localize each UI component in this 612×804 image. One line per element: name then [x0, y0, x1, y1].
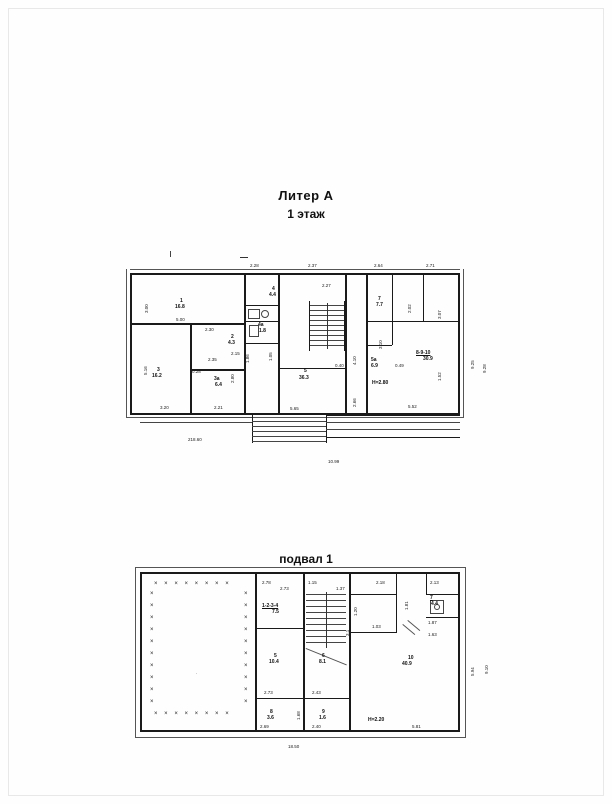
basement-dim-5-81: 5.81 [412, 724, 421, 729]
floor1-dim-3-20: 3.20 [160, 405, 169, 410]
floor1-stair-axis [327, 303, 328, 349]
floor1-room-area-4: 4.4 [269, 292, 276, 298]
floor1-dim-2-35: 2.35 [208, 357, 217, 362]
basement-dim-2-73: 2.73 [280, 586, 289, 591]
basement-hatch-col: × [244, 663, 251, 669]
floor1-terrace-top [326, 415, 460, 416]
basement-hatch-col: × [244, 651, 251, 657]
basement-dim-2-18: 2.18 [376, 580, 385, 585]
basement-dim-1-37: 1.37 [336, 586, 345, 591]
floor1-dim-2-21: 2.21 [214, 405, 223, 410]
floor1-terrace-bottom [326, 437, 460, 438]
floor1-room-area-4a: 1.8 [259, 328, 266, 334]
basement-dim-1-03: 1.03 [372, 624, 381, 629]
floor1-room-area-3a: 6.4 [215, 382, 222, 388]
basement-outline-left [135, 567, 136, 738]
floor1-dim-4-10: 4.10 [352, 356, 357, 365]
floor1-partition-h6 [366, 321, 460, 322]
floor1-partition-v1 [244, 273, 246, 415]
basement-room-area-7: 4.4 [431, 601, 438, 607]
floor1-room-number-7: 7 [378, 296, 381, 302]
basement-hatch-col: × [150, 699, 157, 705]
floor1-dim-2-71: 2.71 [426, 263, 435, 268]
page-title-floor: 1 этаж [287, 207, 325, 221]
floor1-room-area-3: 16.2 [152, 373, 162, 379]
basement-hatch-col: × [150, 603, 157, 609]
floor1-outer-dim-center: 10.99 [328, 459, 340, 464]
basement-stair-axis [326, 592, 327, 648]
floor1-wall-right [458, 273, 460, 415]
basement-hatch-row: × × × × × × × × [154, 711, 232, 717]
basement-height-note: Н=2.20 [368, 717, 385, 723]
basement-outline-top [135, 567, 466, 568]
basement-dim-2-40: 2.40 [312, 724, 321, 729]
floor1-room-number-4a: 4a [258, 322, 264, 328]
floor1-room-number-3a: 3a [214, 376, 220, 382]
basement-partition-h3 [303, 698, 349, 699]
floor1-room-area-2: 4.3 [228, 340, 235, 346]
floor1-partition-h3 [244, 305, 278, 306]
floor-plan-basement-1 [140, 572, 489, 749]
floor1-dim-3-07: 3.07 [437, 310, 442, 319]
floor1-room-number-2: 2 [231, 334, 234, 340]
floor1-dim-5-52: 5.52 [408, 404, 417, 409]
floor1-room-area-8-9-10: 30.9 [423, 356, 433, 362]
basement-dim-1-87: 1.87 [428, 620, 437, 625]
basement-outer-dim-bottom: 18.50 [288, 744, 300, 749]
basement-hatch-row: × × × × × × × × [154, 581, 232, 587]
floor1-room-number-3: 3 [157, 367, 160, 373]
basement-stair-diagonal [306, 648, 347, 665]
basement-partition-h5 [349, 632, 397, 633]
basement-room-number-6: 6 [322, 653, 325, 659]
basement-dim-2-78: 2.78 [262, 580, 271, 585]
basement-room-number-5: 5 [274, 653, 277, 659]
floor1-room-number-8-9-10: 8-9-10 [416, 350, 431, 356]
floor1-partition-h8 [278, 368, 346, 369]
floor1-room-number-1: 1 [180, 298, 183, 304]
floor1-dim-2-28: 2.28 [250, 263, 259, 268]
floor1-dim-3-00: 3.00 [144, 304, 149, 313]
floor1-partition-v6 [423, 273, 424, 321]
basement-dim-2-13: 2.13 [430, 580, 439, 585]
basement-hatch-col: × [150, 651, 157, 657]
floor1-dim-2-27: 2.27 [322, 283, 331, 288]
basement-hatch-col: × [244, 639, 251, 645]
floor1-room-area-5: 36.3 [299, 375, 309, 381]
basement-dim-3-1: 3.1 [345, 629, 350, 636]
basement-outline-bottom [135, 737, 466, 738]
floor1-partition-v5 [392, 273, 393, 345]
basement-dim-2-69: 2.69 [260, 724, 269, 729]
floor1-dim-2-02: 2.02 [407, 304, 412, 313]
floor1-room-area-7: 7.7 [376, 302, 383, 308]
floor1-dim-2-64: 2.64 [374, 263, 383, 268]
floor1-wall-left [130, 273, 132, 415]
floor1-fixture-sink [261, 310, 269, 318]
floor1-outline-right [463, 269, 464, 417]
floor1-porch-left [252, 415, 253, 443]
basement-dim-1-15: 1.15 [308, 580, 317, 585]
basement-dim-2-73b: 2.73 [264, 690, 273, 695]
floor1-wall-top [130, 273, 460, 275]
floor1-dim-5-65: 5.65 [290, 406, 299, 411]
basement-room-area-1-2-3-4: 7.5 [272, 609, 279, 615]
basement-dim-2-43: 2.43 [312, 690, 321, 695]
basement-hatch-col: × [150, 591, 157, 597]
floor1-tick [240, 257, 248, 258]
basement-partition-v3 [349, 572, 351, 732]
floor1-dim-0-40: 0.40 [335, 363, 344, 368]
floor1-dim-1-52: 1.52 [437, 372, 442, 381]
floor1-terrace-step [326, 422, 460, 423]
floor1-partition-v3 [345, 273, 347, 415]
floor1-dim-3-10: 3.10 [378, 340, 383, 349]
basement-hatch-col: × [150, 639, 157, 645]
floor1-porch-step [252, 421, 326, 422]
basement-hatch-col: × [150, 687, 157, 693]
basement-wall-right [458, 572, 460, 732]
basement-room-area-10: 40.9 [402, 661, 412, 667]
basement-dim-1-81: 1.81 [404, 601, 409, 610]
basement-partition-v1 [255, 572, 257, 732]
floor1-dim-5-00: 5.00 [176, 317, 185, 322]
basement-room-number-8: 8 [270, 709, 273, 715]
floor1-dim-2-30: 2.30 [205, 327, 214, 332]
basement-outer-dim-outer: 9.10 [484, 665, 489, 674]
basement-hatch-col: × [244, 699, 251, 705]
floor1-stair-wall-right [344, 301, 345, 351]
floor1-porch-step [252, 431, 326, 432]
basement-center-dot: · [196, 671, 198, 676]
floor1-partition-h5 [244, 343, 278, 344]
basement-partition-v5 [426, 572, 427, 594]
basement-partition-v2 [303, 572, 305, 732]
floor1-room-number-4: 4 [272, 286, 275, 292]
basement-hatch-col: × [150, 627, 157, 633]
floor1-partition-v2 [278, 273, 280, 415]
floor1-height-note: Н=2.80 [372, 380, 389, 386]
floor1-fixture-bath [248, 309, 260, 319]
floor1-room-number-5: 5 [304, 368, 307, 374]
floor1-dim-2-66: 2.66 [352, 398, 357, 407]
floor1-dim-2-37: 2.37 [308, 263, 317, 268]
floor1-dim-2-80: 2.80 [230, 374, 235, 383]
page-title-liter: Литер А [278, 188, 334, 203]
floor1-dim-9-25: 9.25 [470, 360, 475, 369]
floor1-outline-top [130, 269, 460, 270]
basement-room-number-1-2-3-4: 1-2-3-4 [262, 603, 279, 609]
floor1-dim-0-28: 0.28 [192, 369, 201, 374]
basement-wall-top [140, 572, 460, 574]
basement-hatch-col: × [150, 615, 157, 621]
basement-hatch-col: × [244, 591, 251, 597]
basement-room-area-8: 3.6 [267, 715, 274, 721]
floor1-stair-wall-left [309, 301, 310, 351]
basement-room-area-6: 8.1 [319, 659, 326, 665]
basement-outer-dim-inner: 5.94 [470, 667, 475, 676]
basement-partition-v4 [396, 572, 397, 632]
floor1-left-walk-line [140, 417, 252, 418]
floor1-room-area-5a: 6.9 [371, 363, 378, 369]
basement-partition-h7 [426, 617, 458, 618]
floor1-dim-0-49: 0.49 [395, 363, 404, 368]
floor1-partition-v4 [366, 273, 368, 415]
basement-hatch-col: × [244, 603, 251, 609]
floor-plan-level-1 [130, 263, 487, 465]
floor1-left-walk-line [140, 422, 252, 423]
floor1-dim-1-05: 1.05 [268, 352, 273, 361]
basement-hatch-col: × [244, 675, 251, 681]
basement-hatch-col: × [244, 627, 251, 633]
basement-room-area-5: 10.4 [269, 659, 279, 665]
basement-outline-right [465, 567, 466, 738]
basement-dim-1-68: 1.68 [296, 711, 301, 720]
basement-wall-left [140, 572, 142, 732]
basement-hatch-col: × [150, 675, 157, 681]
basement-room-area-9: 1.6 [319, 715, 326, 721]
floor1-room-number-5a: 5a [371, 357, 377, 363]
floor1-terrace-step [326, 429, 460, 430]
floor1-porch-step [252, 436, 326, 437]
basement-dim-1-20: 1.20 [353, 607, 358, 616]
floor1-outer-dim-left: 218.60 [188, 437, 202, 442]
basement-room-number-7: 7 [430, 595, 433, 601]
basement-partition-h1 [255, 628, 303, 629]
floor1-dim-1-86: 1.86 [245, 354, 250, 363]
basement-room-number-9: 9 [322, 709, 325, 715]
basement-hatch-col: × [244, 615, 251, 621]
basement-hatch-col: × [150, 663, 157, 669]
floor1-outline-left [126, 269, 127, 417]
basement-partition-h2 [255, 698, 303, 699]
floor1-partition-h1 [132, 323, 244, 325]
basement-room-number-10: 10 [408, 655, 414, 661]
floor1-dim-2-15: 2.15 [231, 351, 240, 356]
page-title-basement: подвал 1 [279, 552, 333, 566]
basement-partition-h4 [349, 594, 397, 595]
basement-dim-1-63: 1.63 [428, 632, 437, 637]
floor1-dim-5-16: 5.16 [143, 366, 148, 375]
floor1-tick [170, 251, 171, 257]
floor1-porch-step [252, 441, 326, 442]
floor1-porch-step [252, 426, 326, 427]
floor1-outer-dim-right: 9.28 [482, 364, 487, 373]
floor1-room-area-1: 16.8 [175, 304, 185, 310]
basement-wall-bottom [140, 730, 460, 732]
basement-hatch-col: × [244, 687, 251, 693]
